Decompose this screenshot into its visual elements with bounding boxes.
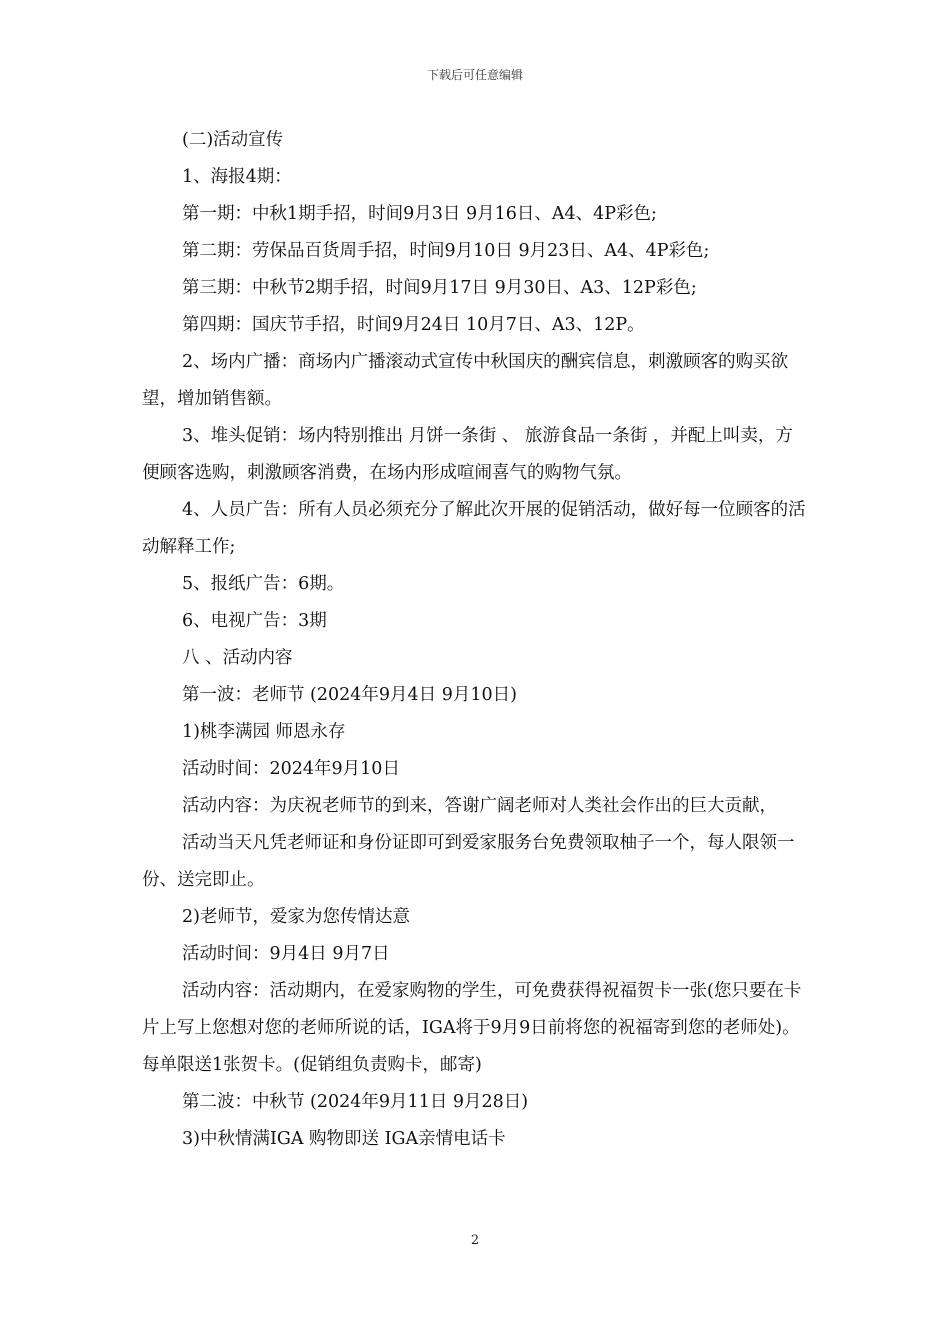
section-heading-promotion: (二)活动宣传 xyxy=(182,130,284,150)
activity-1-content: 活动内容：为庆祝老师节的到来，答谢广阔老师对人类社会作出的巨大贡献， xyxy=(182,796,777,816)
poster-item-4: 第四期：国庆节手招，时间9月24日 10月7日、A3、12P。 xyxy=(182,315,645,335)
newspaper-ads: 5、报纸广告：6期。 xyxy=(182,574,345,594)
paragraph-staff-ads: 4、人员广告：所有人员必须充分了解此次开展的促销活动，做好每一位顾客的活动解释工作; xyxy=(142,500,806,557)
poster-item-3: 第三期：中秋节2期手招，时间9月17日 9月30日、A3、12P彩色; xyxy=(182,278,697,298)
activity-3-title: 3)中秋情满IGA 购物即送 IGA亲情电话卡 xyxy=(182,1129,506,1149)
poster-item-2: 第二期：劳保品百货周手招，时间9月10日 9月23日、A4、4P彩色; xyxy=(182,241,710,261)
activity-2-title: 2)老师节，爱家为您传情达意 xyxy=(182,907,410,927)
activity-2-time: 活动时间：9月4日 9月7日 xyxy=(182,944,390,964)
page-header: 下载后可任意编辑 xyxy=(426,68,523,82)
poster-item-1: 第一期：中秋1期手招，时间9月3日 9月16日、A4、4P彩色; xyxy=(182,204,657,224)
paragraph-broadcast: 2、场内广播：商场内广播滚动式宣传中秋国庆的酬宾信息，刺激顾客的购买欲望，增加销售额。 xyxy=(142,352,789,409)
tv-ads: 6、电视广告：3期 xyxy=(182,611,327,631)
poster-heading: 1、海报4期： xyxy=(182,167,292,187)
document-body xyxy=(142,122,810,1158)
activity-1-title: 1)桃李满园 师恩永存 xyxy=(182,722,346,742)
wave-2-heading: 第二波：中秋节 (2024年9月11日 9月28日) xyxy=(182,1092,529,1112)
activity-1-time: 活动时间：2024年9月10日 xyxy=(182,759,400,779)
activity-2-content: 活动内容：活动期内，在爱家购物的学生，可免费获得祝福贺卡一张(您只要在卡片上写上您想对您的老师所说的话，IGA将于9月9日前将您的祝福寄到您的老师处)。每单限送1张贺卡。(促销组负责购卡，邮寄) xyxy=(142,981,802,1075)
section-heading-content: 八 、活动内容 xyxy=(182,648,293,668)
page-number: 2 xyxy=(470,1233,480,1248)
paragraph-stack-promotion: 3、堆头促销：场内特别推出 月饼一条街 、 旅游食品一条街 ，并配上叫卖，方便顾客选购，刺激顾客消费，在场内形成喧闹喜气的购物气氛。 xyxy=(142,426,793,483)
activity-1-content-detail: 活动当天凡凭老师证和身份证即可到爱家服务台免费领取柚子一个，每人限领一份、送完即止。 xyxy=(142,833,795,890)
wave-1-heading: 第一波：老师节 (2024年9月4日 9月10日) xyxy=(182,685,517,705)
